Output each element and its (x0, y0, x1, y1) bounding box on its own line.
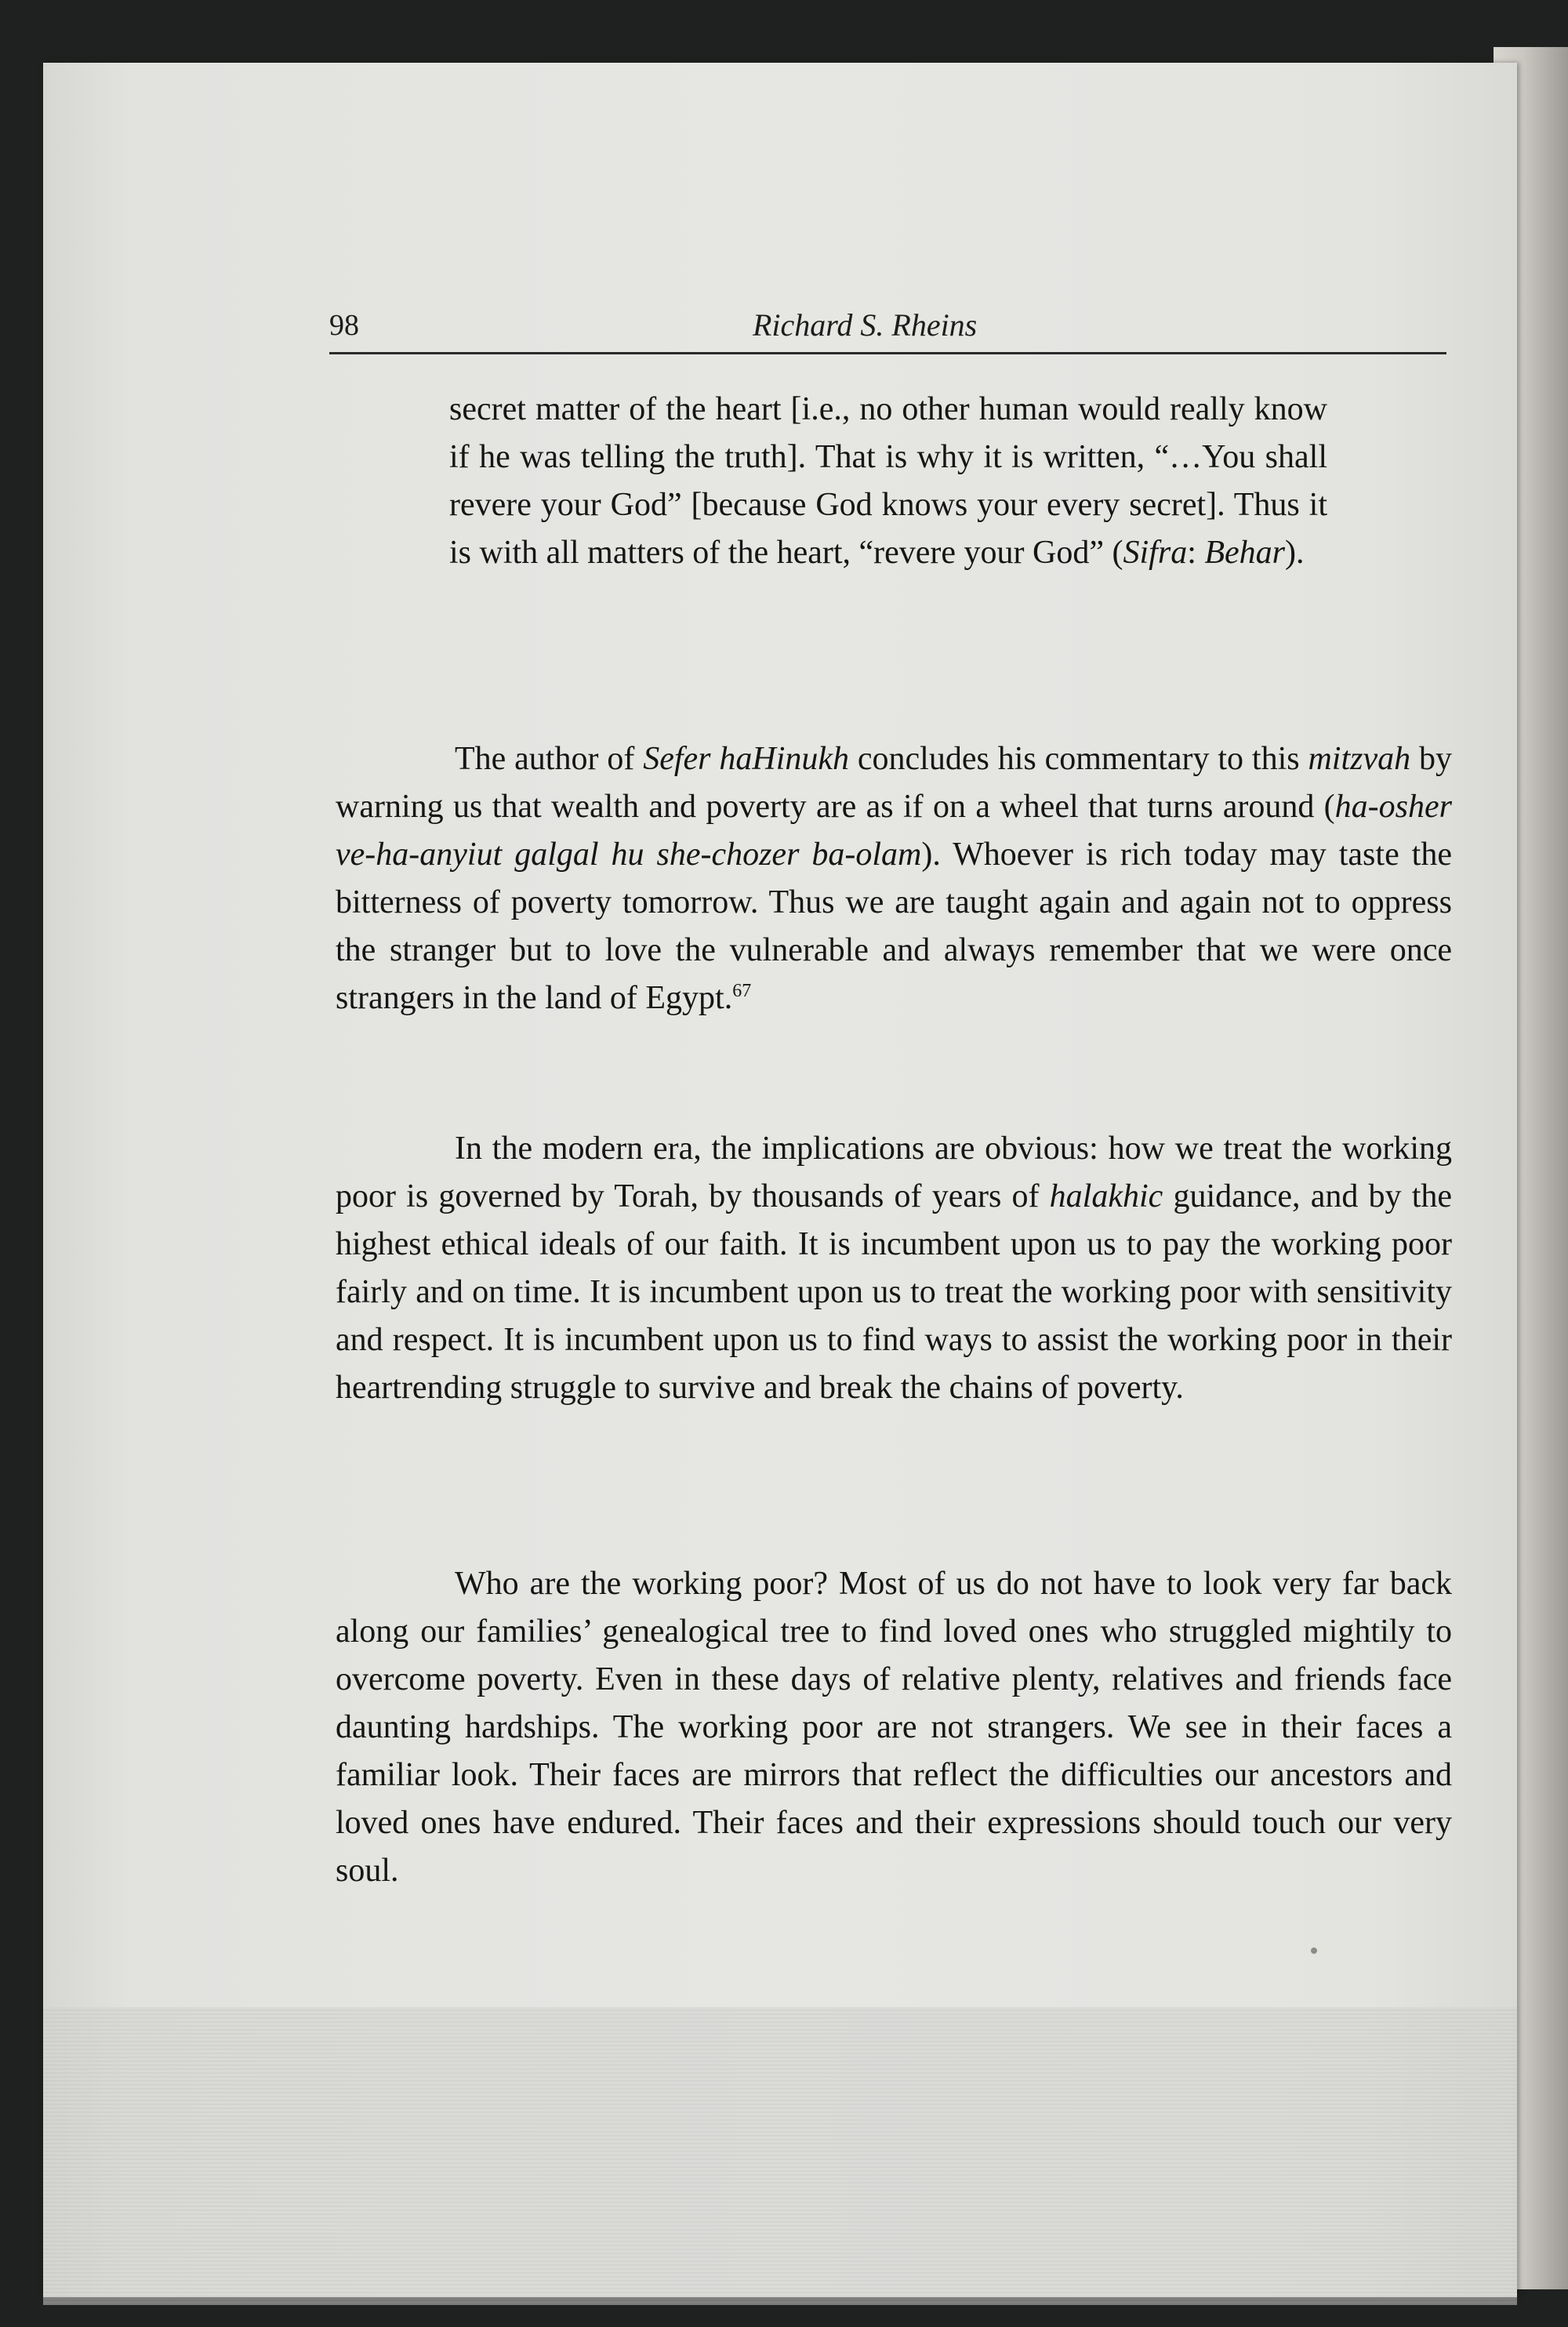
paragraph-text: The author of (455, 741, 644, 777)
block-quote (449, 386, 1327, 577)
footnote-marker: 67 (732, 981, 752, 1001)
book-title: Sefer haHinukh (643, 741, 850, 777)
page-number: 98 (329, 309, 359, 342)
page-stack-edge (43, 2007, 1517, 2305)
page-header (329, 302, 1446, 354)
stray-mark (1311, 1948, 1317, 1954)
quote-closing: ). (1285, 535, 1305, 571)
paragraph-text: ). Whoever is rich today may taste the bitterness of poverty tomorrow. Thus we are taught again and again not to oppress the stranger but to love the vulnerable and always remember that we were once strangers in the land of Egypt. (336, 837, 1452, 1016)
citation-title: Sifra (1123, 535, 1188, 571)
term-halakhic: halakhic (1049, 1178, 1163, 1214)
citation-section: Behar (1204, 535, 1286, 571)
paragraph-working-poor (336, 1560, 1452, 1895)
running-head: Richard S. Rheins (753, 307, 978, 343)
paragraph-text: concludes his commentary to this (849, 741, 1308, 777)
citation-separator: : (1187, 535, 1205, 571)
paragraph-modern-era (336, 1125, 1452, 1412)
paragraph-text: Who are the working poor? Most of us do not have to look very far back along our families’ genealogical tree to find loved ones who struggled mightily to overcome poverty. Even in these days of relative plenty, relatives and friends face daunting hardships. The working poor are not strangers. We see in their faces a familiar look. Their faces are mirrors that reflect the difficulties our ancestors and loved ones have endured. Their faces and their expressions should touch our very soul. (336, 1566, 1452, 1889)
term-mitzvah: mitzvah (1308, 741, 1411, 777)
paragraph-text: guidance, and by the highest ethical ideals of our faith. It is incumbent upon us to pay the working poor fairly and on time. It is incumbent upon us to treat the working poor with sensitivity and respect. It is incumbent upon us to find ways to assist the working poor in their heartrending struggle to survive and break the chains of poverty. (336, 1178, 1453, 1406)
paragraph-text: by warning us that wealth and poverty are as if on a wheel that turns around ( (336, 741, 1452, 825)
paragraph-text: In the modern era, the implications are obvious: how we treat the working poor is governed by Torah, by thousands of years of (336, 1131, 1452, 1214)
paragraph-sefer-hahinukh (336, 735, 1452, 1022)
quote-text: secret matter of the heart [i.e., no other human would really know if he was telling the truth]. That is why it is written, “…You shall revere your God” [because God knows your every secret]. Thus it is with all matters of the heart, “revere your God” ( (449, 391, 1327, 571)
hebrew-phrase: ha-osher ve-ha-anyiut galgal hu she-chozer ba-olam (336, 789, 1452, 873)
